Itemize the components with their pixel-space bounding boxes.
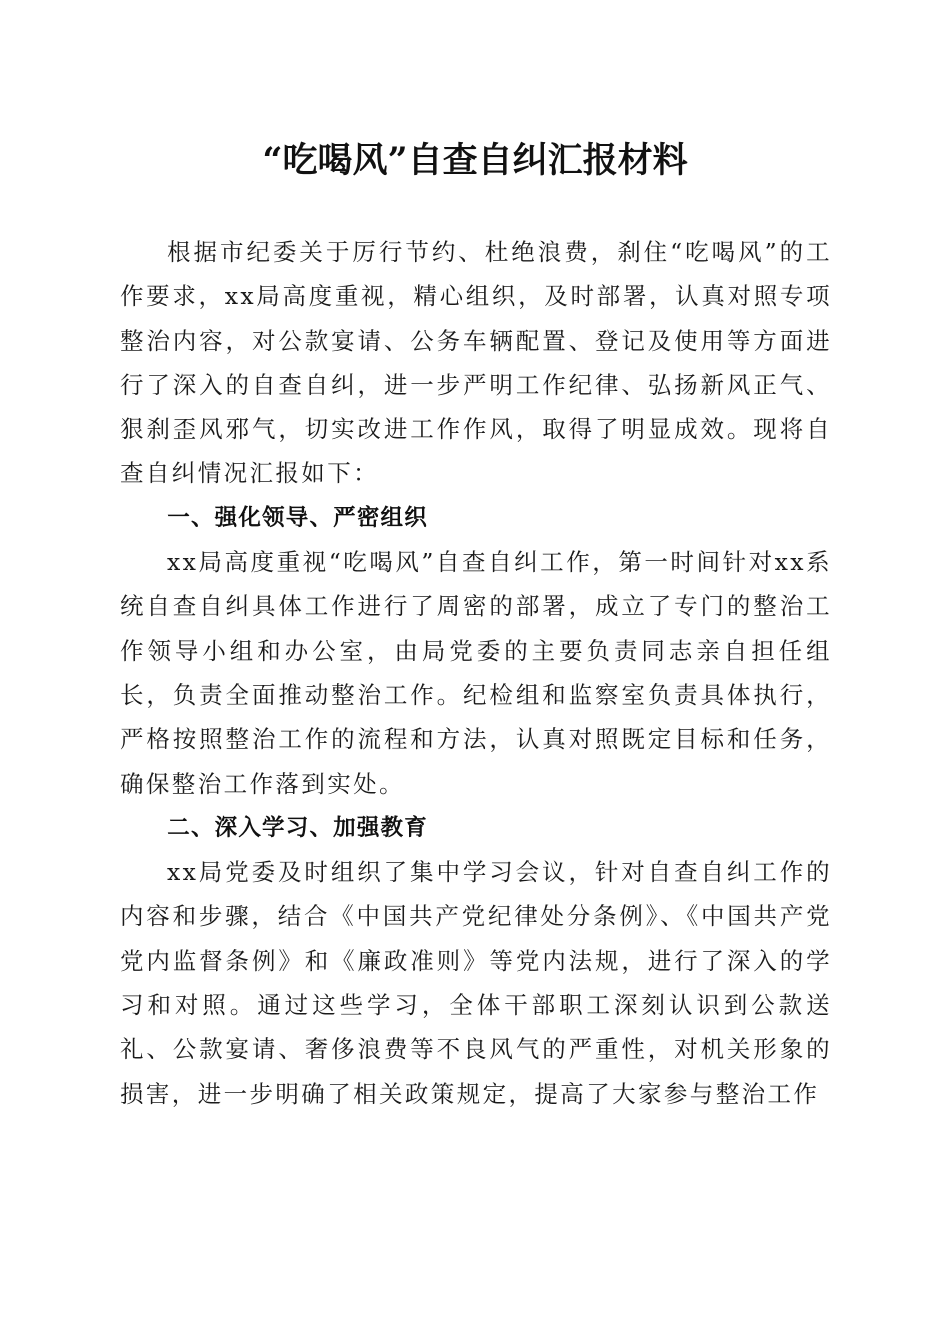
section-heading-1: 一、强化领导、严密组织 [167, 504, 428, 531]
section-paragraph-1: xx局高度重视“吃喝风”自查自纠工作，第一时间针对xx系统自查自纠具体工作进行了周密的部署，成立了专门的整治工作领导小组和办公室，由局党委的主要负责同志亲自担任组长，负责全面推动整治工作。纪检组和监察室负责具体执行，严格按照整治工作的流程和方法，认真对照既定目标和任务，确保整治工作落到实处。 [120, 548, 832, 798]
document-body [120, 230, 832, 1116]
section-heading-2: 二、深入学习、加强教育 [167, 814, 428, 841]
document-title: “吃喝风”自查自纠汇报材料 [262, 140, 688, 181]
intro-paragraph: 根据市纪委关于厉行节约、杜绝浪费，刹住“吃喝风”的工作要求，xx局高度重视，精心组织，及时部署，认真对照专项整治内容，对公款宴请、公务车辆配置、登记及使用等方面进行了深入的自查自纠，进一步严明工作纪律、弘扬新风正气、狠刹歪风邪气，切实改进工作作风，取得了明显成效。现将自查自纠情况汇报如下： [120, 238, 832, 488]
section-paragraph-2: xx局党委及时组织了集中学习会议，针对自查自纠工作的内容和步骤，结合《中国共产党纪律处分条例》、《中国共产党党内监督条例》和《廉政准则》等党内法规，进行了深入的学习和对照。通过这些学习，全体干部职工深刻认识到公款送礼、公款宴请、奢侈浪费等不良风气的严重性，对机关形象的损害，进一步明确了相关政策规定，提高了大家参与整治工作 [120, 858, 832, 1108]
